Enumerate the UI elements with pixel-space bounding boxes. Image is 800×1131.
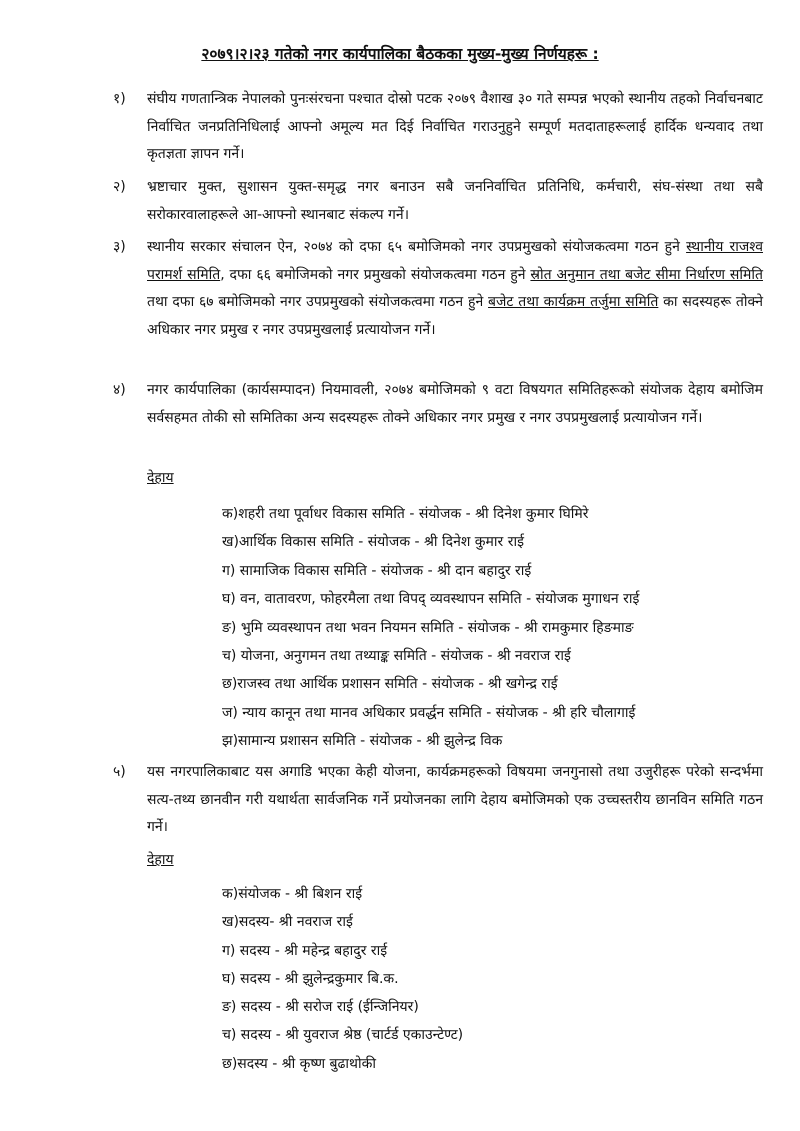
decision-text: भ्रष्टाचार मुक्त, सुशासन युक्त-समृद्ध नगर बनाउन सबै जननिर्वाचित प्रतिनिधि, कर्मचारी, संघ-संस्था तथा सबै सरोकारवालाहरूले आ-आफ्नो स्थानबाट संकल्प गर्ने। — [147, 179, 763, 223]
decision-text-part: स्थानीय सरकार संचालन ऐन, २०७४ को दफा ६५ बमोजिमको नगर उपप्रमुखको संयोजकत्वमा गठन हुने — [147, 239, 687, 255]
list-item: ज) न्याय कानून तथा मानव अधिकार प्रवर्द्धन समिति - संयोजक - श्री हरि चौलागाई — [222, 704, 636, 721]
committee-name-budget-formulation: बजेट तथा कार्यक्रम तर्जुमा समिति — [488, 294, 659, 310]
page-title — [0, 42, 800, 64]
list-item: क)शहरी तथा पूर्वाधर विकास समिति - संयोजक - श्री दिनेश कुमार घिमिरे — [222, 506, 589, 522]
list-item: घ) सदस्य - श्री झुलेन्द्रकुमार बि.क. — [222, 970, 399, 987]
decision-number: ५) — [113, 764, 126, 780]
list-item: झ)सामान्य प्रशासन समिति - संयोजक - श्री झुलेन्द्र विक — [222, 733, 503, 750]
decision-text: संघीय गणतान्त्रिक नेपालको पुनःसंरचना पश्चात दोस्रो पटक २०७९ वैशाख ३० गते सम्पन्न भएको स्थानीय तहको निर्वाचनबाट निर्वाचित जनप्रतिनिधिलाई आफ्नो अमूल्य मत दिई निर्वाचित गराउनुहुने सम्पूर्ण मतदाताहरूलाई हार्दिक धन्यवाद तथा कृतज्ञता ज्ञापन गर्ने। — [147, 91, 763, 162]
list-item: ख)आर्थिक विकास समिति - संयोजक - श्री दिनेश कुमार राई — [222, 534, 524, 551]
decision-text-part: तथा दफा ६७ बमोजिमको नगर उपप्रमुखको संयोजकत्वमा गठन हुने — [147, 294, 489, 310]
committee-name-revenue-advisory: स्थानीय राजश्व परामर्श समिति — [147, 239, 763, 283]
dehaya-heading: देहाय — [147, 852, 174, 868]
list-item: घ) वन, वातावरण, फोहरमैला तथा विपद् व्यवस्थापन समिति - संयोजक मुगाधन राई — [222, 591, 640, 608]
list-item: छ)राजस्व तथा आर्थिक प्रशासन समिति - संयोजक - श्री खगेन्द्र राई — [222, 676, 558, 693]
decision-text: यस नगरपालिकाबाट यस अगाडि भएका केही योजना, कार्यक्रमहरूको विषयमा जनगुनासो तथा उजुरीहरू परेको सन्दर्भमा सत्य-तथ्य छानवीन गरी यथार्थता सार्वजनिक गर्ने प्रयोजनका लागि देहाय बमोजिमको एक उच्चस्तरीय छानविन समिति गठन गर्ने। — [147, 764, 763, 835]
list-item: ख)सदस्य- श्री नवराज राई — [222, 914, 353, 931]
list-item: च) सदस्य - श्री युवराज श्रेष्ठ (चार्टर्ड एकाउन्टेण्ट) — [222, 1027, 464, 1044]
decision-number: १) — [113, 91, 126, 107]
decision-number: ४) — [113, 382, 126, 398]
decision-item-3 — [113, 234, 763, 344]
decision-item-5 — [113, 759, 763, 842]
dehaya-heading: देहाय — [147, 470, 174, 486]
decision-item-2 — [113, 174, 763, 229]
list-item: ग) सदस्य - श्री महेन्द्र बहादुर राई — [222, 942, 388, 959]
list-item: छ)सदस्य - श्री कृष्ण बुढाथोकी — [222, 1055, 376, 1072]
decision-item-4 — [113, 377, 763, 432]
decision-text — [147, 234, 763, 344]
list-item: ङ) भुमि व्यवस्थापन तथा भवन नियमन समिति - संयोजक - श्री रामकुमार हिङमाङ — [222, 619, 634, 636]
decision-text: नगर कार्यपालिका (कार्यसम्पादन) नियमावली, २०७४ बमोजिमको ९ वटा विषयगत समितिहरूको संयोजक देहाय बमोजिम सर्वसहमत तोकी सो समितिका अन्य सदस्यहरू तोक्ने अधिकार नगर प्रमुख र नगर उपप्रमुखलाई प्रत्यायोजन गर्ने। — [147, 382, 763, 426]
decision-number: २) — [113, 179, 126, 195]
list-item: क)संयोजक - श्री बिशन राई — [222, 886, 363, 902]
decision-number: ३) — [113, 239, 126, 255]
decision-text-part: , दफा ६६ बमोजिमको नगर प्रमुखको संयोजकत्वमा गठन हुने — [220, 266, 531, 283]
committee-coordinator-list — [222, 500, 639, 756]
list-item: च) योजना, अनुगमन तथा तथ्याङ्क समिति - संयोजक - श्री नवराज राई — [222, 647, 571, 664]
title-text: २०७९।२।२३ गतेको नगर कार्यपालिका बैठकका मुख्य-मुख्य निर्णयहरू : — [201, 45, 599, 63]
list-item: ङ) सदस्य - श्री सरोज राई (ईन्जिनियर) — [222, 999, 419, 1016]
list-item: ग) सामाजिक विकास समिति - संयोजक - श्री दान बहादुर राई — [222, 562, 532, 579]
committee-name-resource-estimation: स्रोत अनुमान तथा बजेट सीमा निर्धारण समिति — [530, 266, 763, 283]
inquiry-committee-list — [222, 880, 463, 1078]
decision-item-1 — [113, 86, 763, 169]
decision-text-part: का सदस्यहरू तोक्ने अधिकार नगर प्रमुख र नगर उपप्रमुखलाई प्रत्यायोजन गर्ने। — [147, 294, 763, 338]
